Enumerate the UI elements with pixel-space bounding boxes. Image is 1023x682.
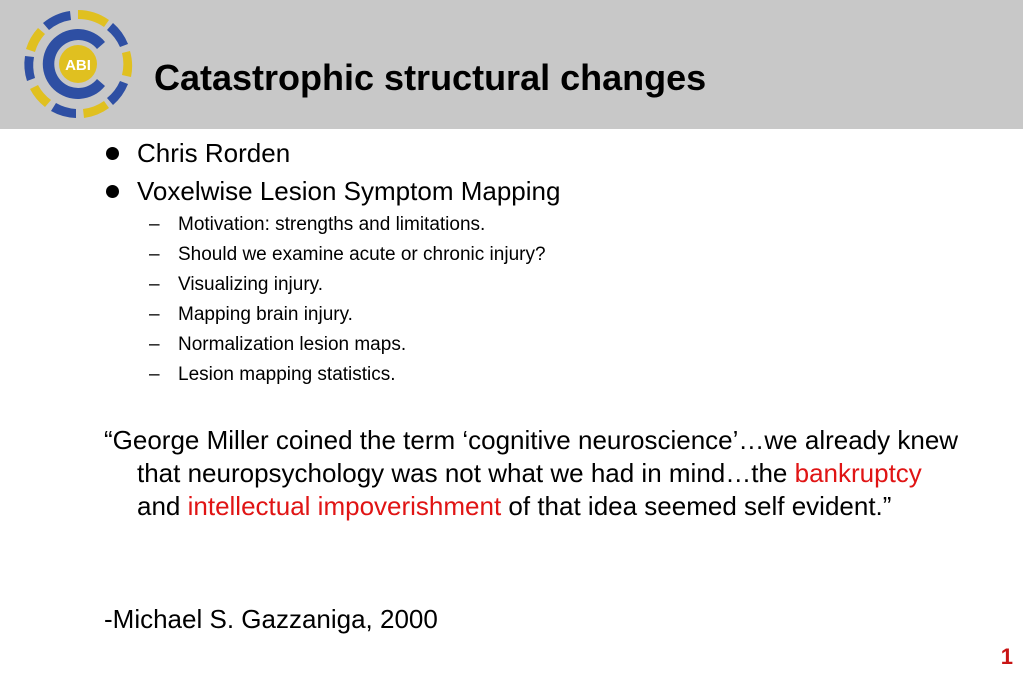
header-band: [0, 0, 1023, 129]
sub-bullet-label: Motivation: strengths and limitations.: [178, 214, 486, 235]
dash-icon: –: [149, 364, 160, 385]
dash-icon: –: [149, 214, 160, 235]
sub-bullet-item: [104, 300, 984, 330]
sub-bullet-item: [104, 330, 984, 360]
bullet-dot-icon: [106, 147, 119, 160]
bullet-label: Chris Rorden: [137, 138, 291, 168]
sub-bullet-item: [104, 270, 984, 300]
sub-bullet-label: Normalization lesion maps.: [178, 334, 407, 355]
dash-icon: –: [149, 304, 160, 325]
sub-bullet-item: [104, 360, 984, 390]
quote-text: “George Miller coined the term ‘cognitive neuroscience’…we already knew that neuropsychology was not what we had in mind…the: [104, 425, 959, 488]
page-number: 1: [1000, 644, 1013, 669]
quote-attribution: -Michael S. Gazzaniga, 2000: [104, 604, 438, 634]
dash-icon: –: [149, 334, 160, 355]
quote-text: and: [137, 491, 188, 521]
dash-icon: –: [149, 274, 160, 295]
slide-title: Catastrophic structural changes: [154, 57, 707, 98]
sub-bullet-label: Should we examine acute or chronic injury?: [178, 244, 546, 265]
dash-icon: –: [149, 244, 160, 265]
bullet-list: [104, 134, 984, 390]
quote-highlight: bankruptcy: [794, 458, 922, 488]
sub-bullet-label: Lesion mapping statistics.: [178, 364, 396, 385]
logo-text: ABI: [65, 57, 91, 74]
sub-bullet-label: Mapping brain injury.: [178, 304, 353, 325]
sub-bullet-item: [104, 240, 984, 270]
quote-block: [104, 424, 967, 523]
bullet-label: Voxelwise Lesion Symptom Mapping: [137, 176, 561, 206]
abi-logo: [22, 8, 134, 120]
quote-highlight: intellectual impoverishment: [187, 491, 502, 521]
quote-text: of that idea seemed self evident.”: [501, 491, 892, 521]
bullet-item: [104, 172, 984, 210]
sub-bullet-item: [104, 210, 984, 240]
sub-bullet-label: Visualizing injury.: [178, 274, 324, 295]
bullet-item: [104, 134, 984, 172]
bullet-dot-icon: [106, 185, 119, 198]
